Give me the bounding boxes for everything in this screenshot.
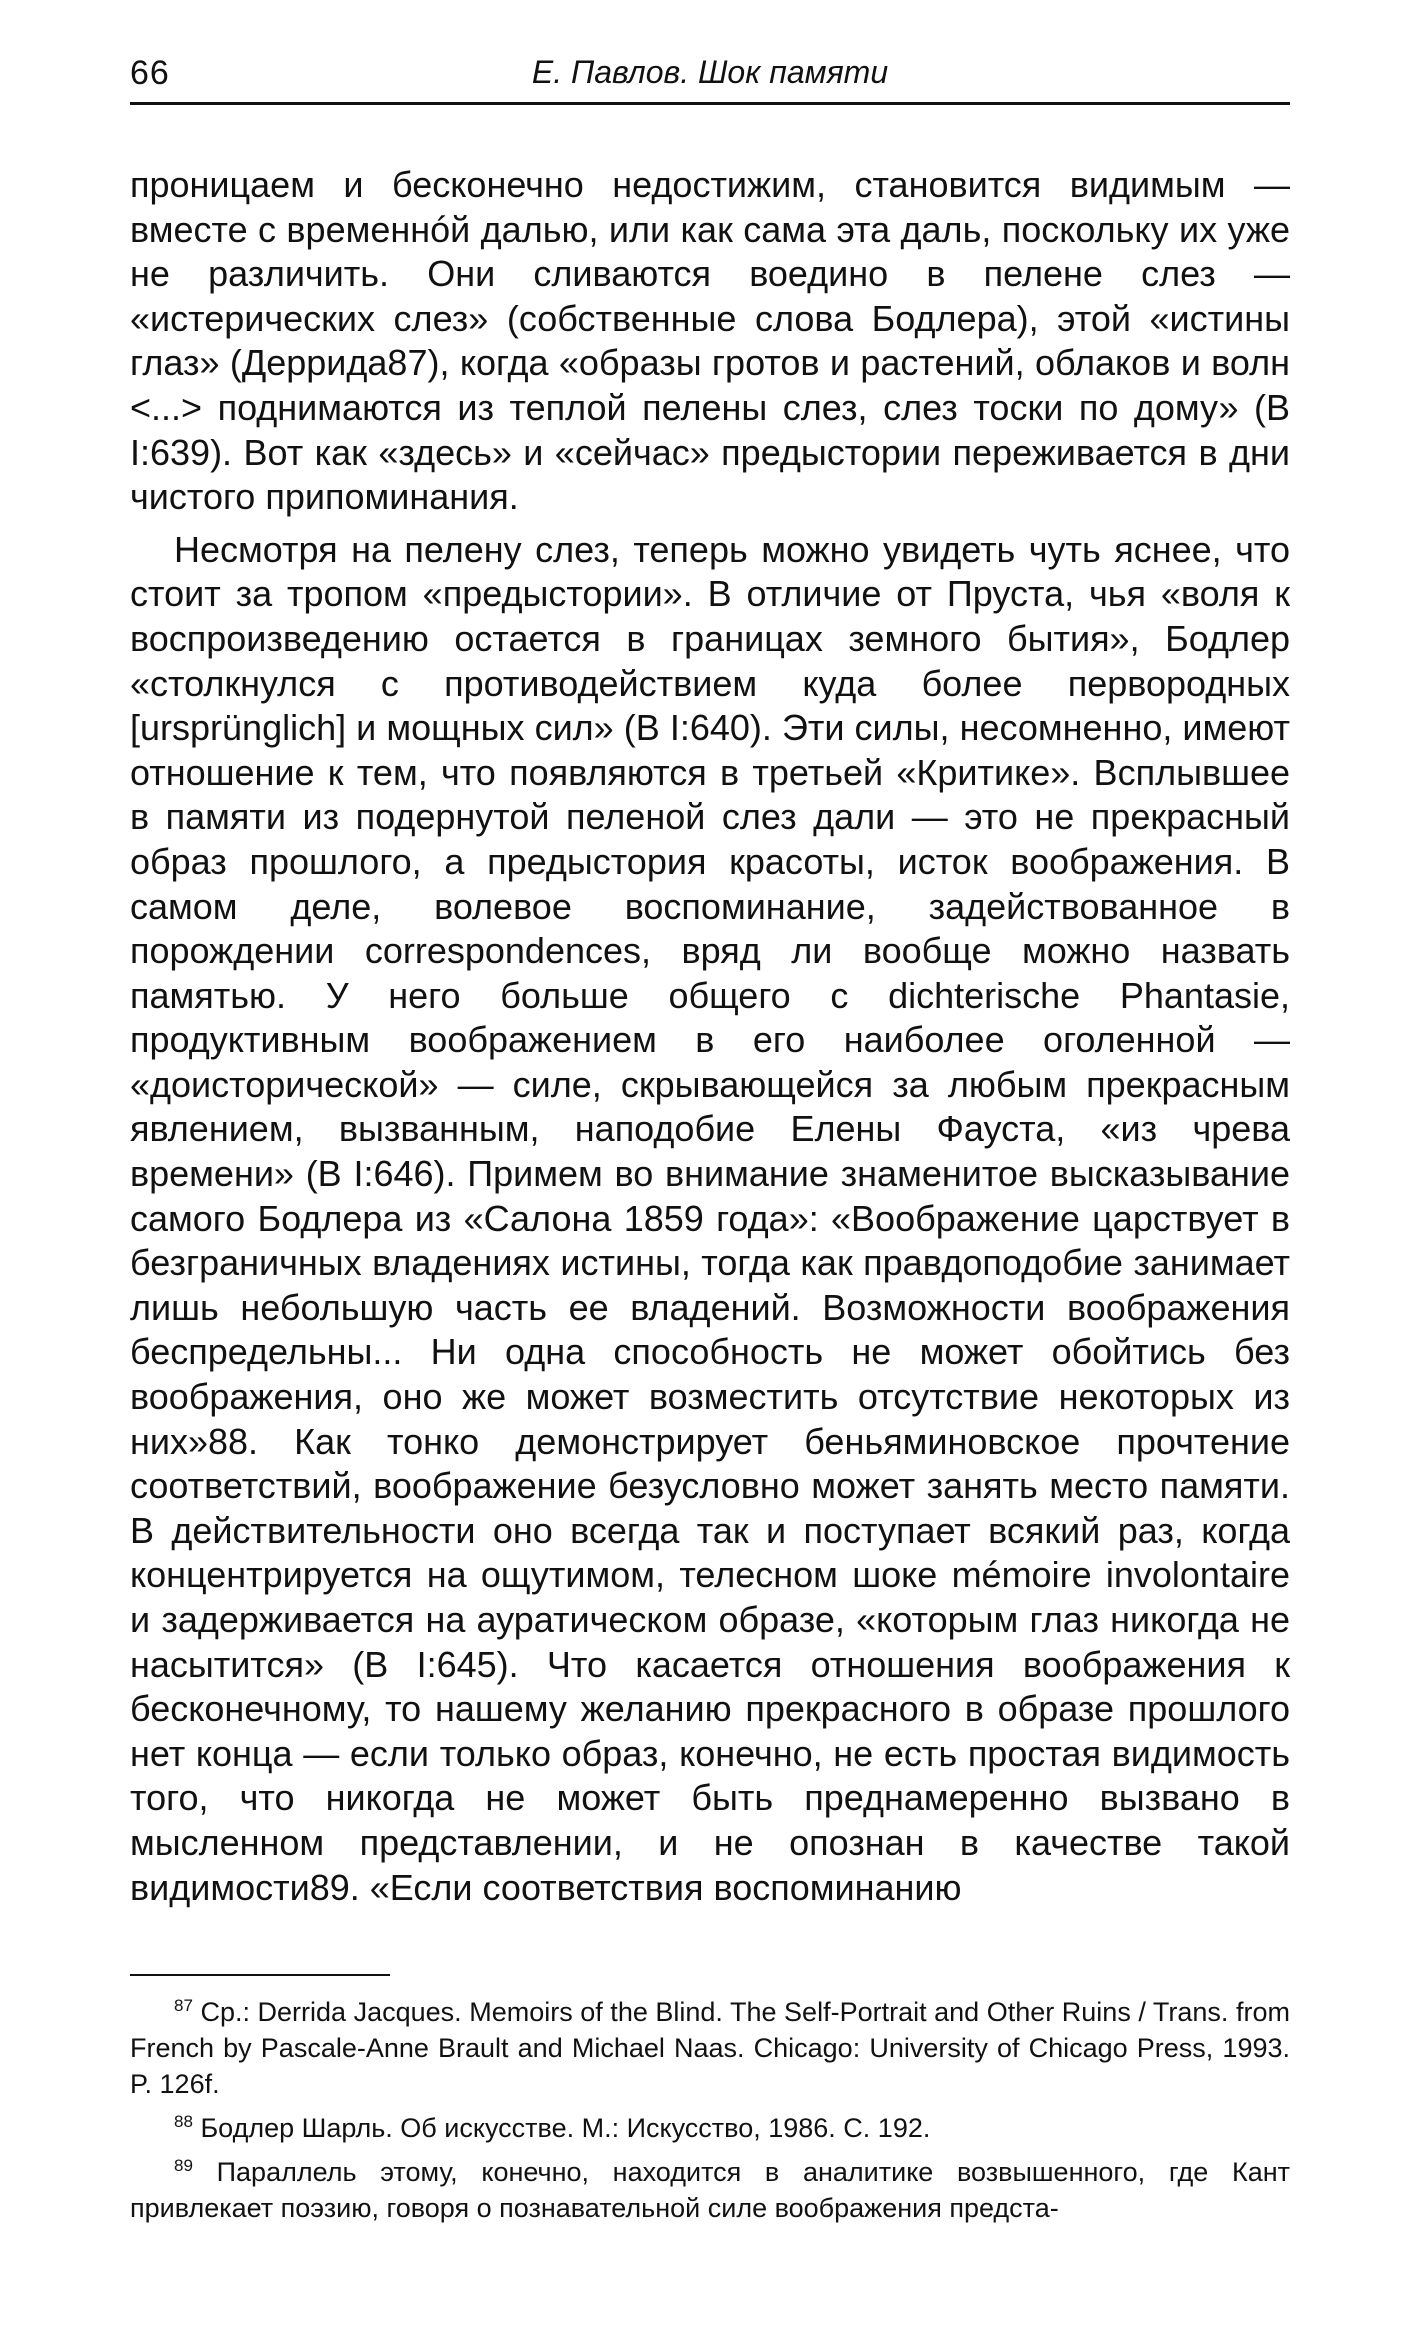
footnote-88: [130, 2110, 1290, 2146]
footnote-87: [130, 1994, 1290, 2102]
paragraph-1: проницаем и бесконечно недостижим, становится видимым — вместе с временнóй далью, или как сама эта даль, поскольку их уже не различить. Они сливаются воедино в пелене слез — «истерических слез» (собственные слова Бодлера), этой «истины глаз» (Деррида87), когда «образы гротов и растений, облаков и волн <...> поднимаются из теплой пелены слез, слез тоски по дому» (B I:639). Вот как «здесь» и «сейчас» предыстории переживается в дни чистого припоминания.: [130, 164, 1290, 518]
book-page: [130, 50, 1290, 2234]
footnote-text: Параллель этому, конечно, находится в аналитике возвышенного, где Кант привлекает поэзию, говоря о познавательной силе воображения предста-: [130, 2157, 1290, 2224]
paragraph-2: Несмотря на пелену слез, теперь можно увидеть чуть яснее, что стоит за тропом «предыстории». В отличие от Пруста, чья «воля к воспроизведению остается в границах земного бытия», Бодлер «столкнулся с противодействием куда более первородных [ursprünglich] и мощных сил» (B I:640). Эти силы, несомненно, имеют отношение к тем, что появляются в третьей «Критике». Всплывшее в памяти из подернутой пеленой слез дали — это не прекрасный образ прошлого, а предыстория красоты, исток воображения. В самом деле, волевое воспоминание, задействованное в порождении correspondences, вряд ли вообще можно назвать памятью. У него больше общего с dichterische Phantasie, продуктивным воображением в его наиболее оголенной — «доисторической» — силе, скрывающейся за любым прекрасным явлением, вызванным, наподобие Елены Фауста, «из чрева времени» (B I:646). Примем во внимание знаменитое высказывание самого Бодлера из «Салона 1859 года»: «Воображение царствует в безграничных владениях истины, тогда как правдоподобие занимает лишь небольшую часть ее владений. Возможности воображения беспредельны... Ни одна способность не может обойтись без воображения, оно же может возместить отсутствие некоторых из них»88. Как тонко демонстрирует беньяминовское прочтение соответствий, воображение безусловно может занять место памяти. В действительности оно всегда так и поступает всякий раз, когда концентрируется на ощутимом, телесном шоке mémoire involontaire и задерживается на ауратическом образе, «которым глаз никогда не насытится» (B I:645). Что касается отношения воображения к бесконечному, то нашему желанию прекрасного в образе прошлого нет конца — если только образ, конечно, не есть простая видимость того, что никогда не может быть преднамеренно вызвано в мысленном представлении, и не опознан в качестве такой видимости89. «Если соответствия воспоминанию: [130, 528, 1290, 1908]
footnote-text: Ср.: Derrida Jacques. Memoirs of the Blind. The Self-Portrait and Other Ruins / Trans. from French by Pascale-Anne Brault and Michael Naas. Chicago: University of Chicago Press, 1993. P. 126f.: [130, 1997, 1290, 2100]
footnote-number: 87: [174, 1996, 193, 2016]
page-header: [130, 50, 1290, 105]
footnote-text: Бодлер Шарль. Об искусстве. М.: Искусство, 1986. С. 192.: [200, 2113, 931, 2144]
footnotes: [130, 1994, 1290, 2226]
running-head: Е. Павлов. Шок памяти: [531, 54, 889, 90]
footnote-89: [130, 2154, 1290, 2226]
footnote-number: 88: [174, 2112, 193, 2132]
main-text: [130, 163, 1290, 1910]
footnote-number: 89: [174, 2156, 193, 2176]
footnote-divider: [130, 1974, 390, 1976]
page-number: 66: [130, 54, 170, 92]
